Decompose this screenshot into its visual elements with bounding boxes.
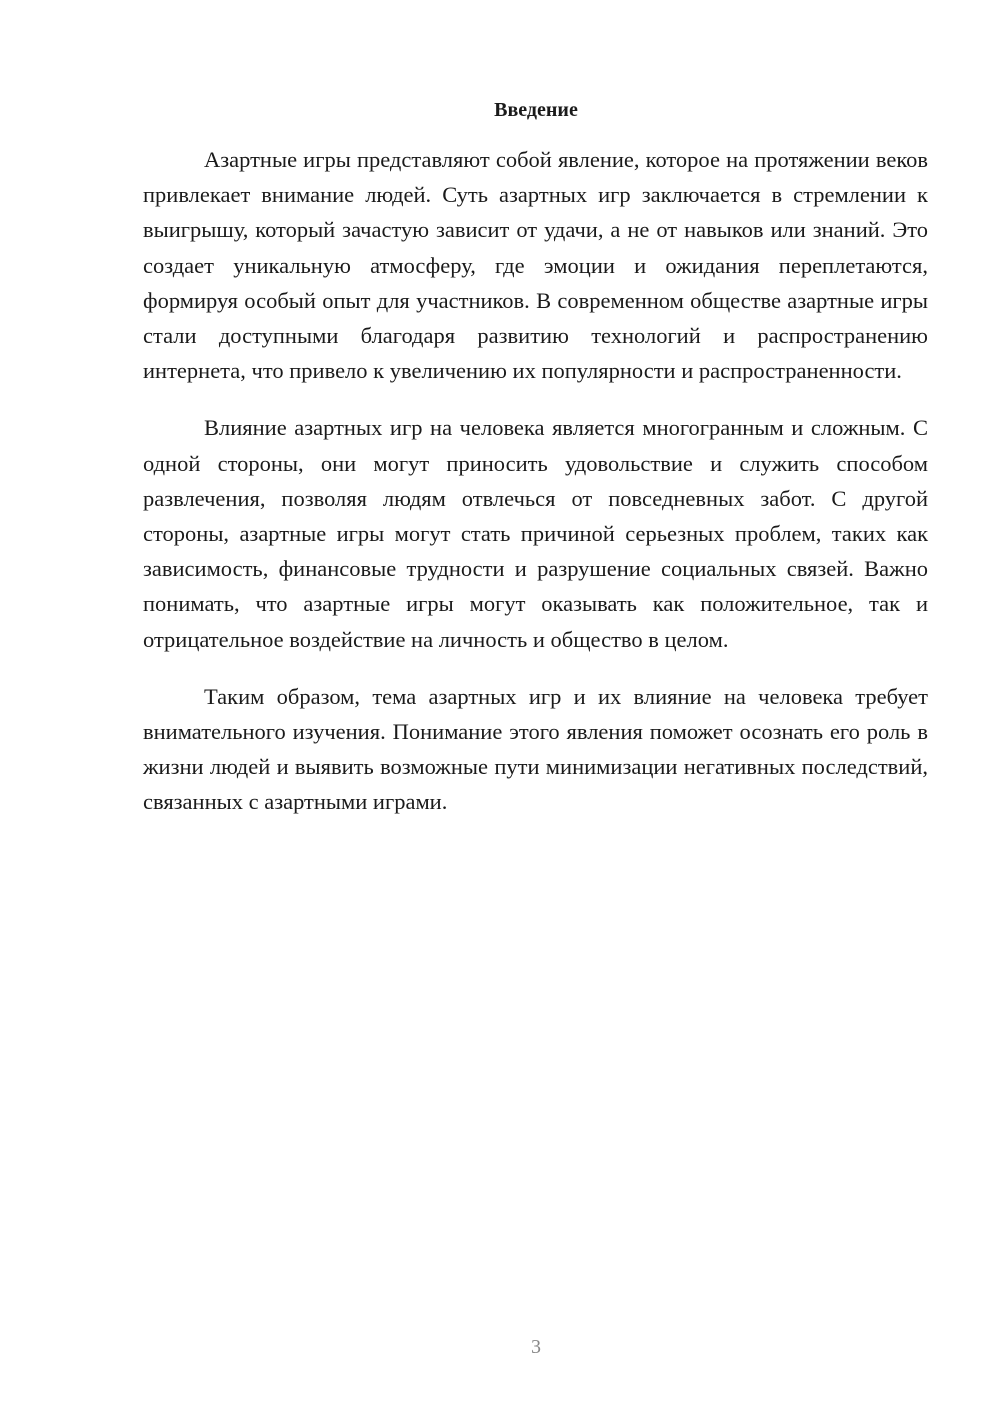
section-heading: Введение: [494, 99, 578, 121]
page-number: 3: [531, 1336, 541, 1358]
paragraph-1: Азартные игры представляют собой явление, которое на протяжении веков привлекает внимание людей. Суть азартных игр заключается в стремлении к выигрышу, который зачастую зависит от удачи, а не от навыков или знаний. Это создает уникальную атмосферу, где эмоции и ожидания переплетаются, формируя особый опыт для участников. В современном обществе азартные игры стали доступными благодаря развитию технологий и распространению интернета, что привело к увеличению их популярности и распространенности.: [143, 147, 928, 384]
paragraph-2: Влияние азартных игр на человека является многогранным и сложным. С одной стороны, они могут приносить удовольствие и служить способом развлечения, позволяя людям отвлечься от повседневных забот. С другой стороны, азартные игры могут стать причиной серьезных проблем, таких как зависимость, финансовые трудности и разрушение социальных связей. Важно понимать, что азартные игры могут оказывать как положительное, так и отрицательное воздействие на личность и общество в целом.: [143, 415, 928, 652]
paragraph-3: Таким образом, тема азартных игр и их влияние на человека требует внимательного изучения. Понимание этого явления поможет осознать его роль в жизни людей и выявить возможные пути минимизации негативных последствий, связанных с азартными играми.: [143, 683, 928, 815]
body-text: [143, 142, 928, 842]
